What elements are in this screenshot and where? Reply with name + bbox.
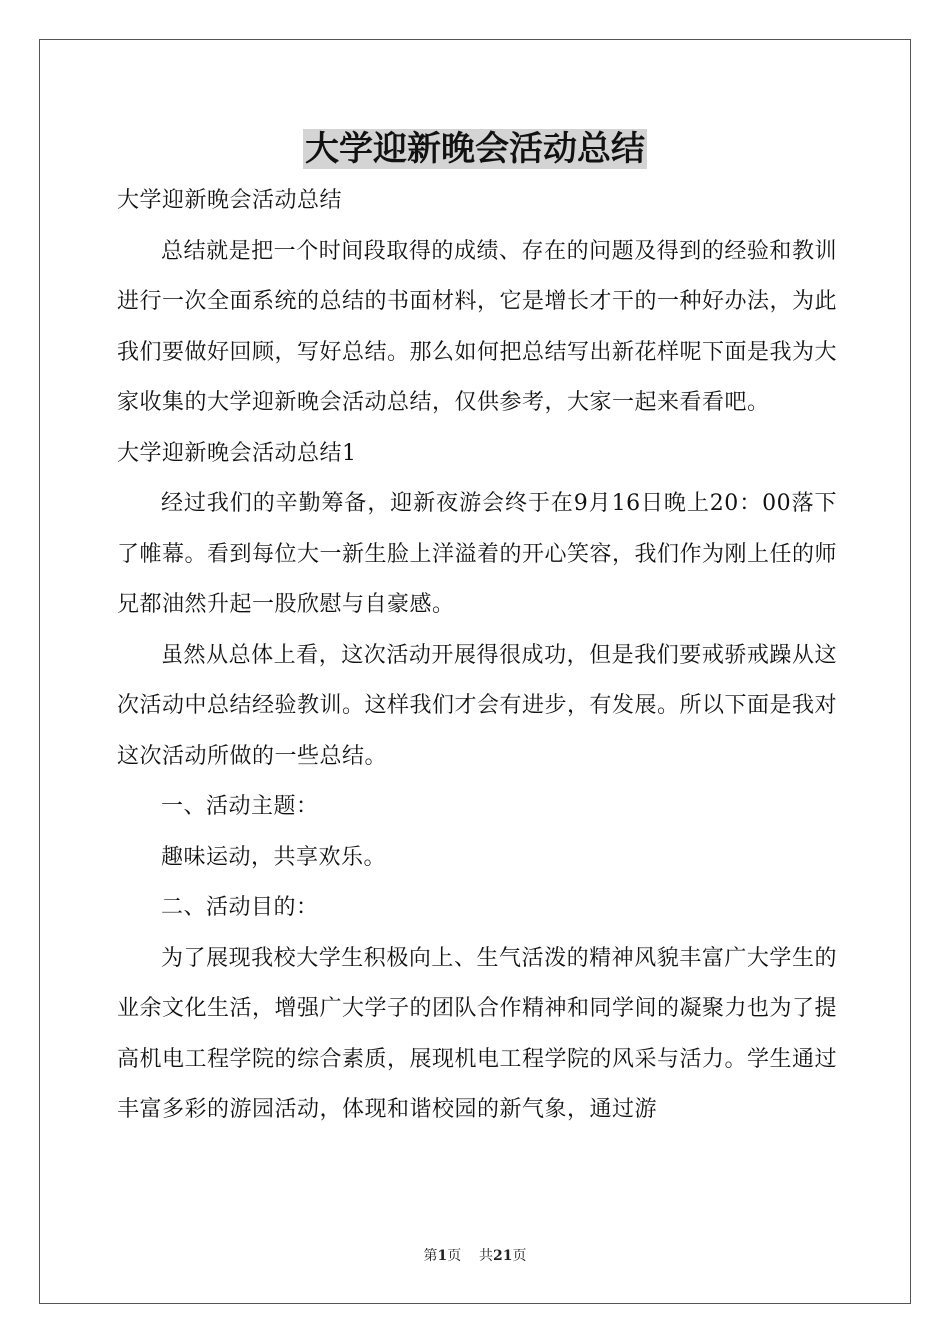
total-suffix: 页 [512, 1248, 527, 1264]
paragraph-3: 经过我们的辛勤筹备，迎新夜游会终于在9月16日晚上20：00落下了帷幕。看到每位大一新生脸上洋溢着的开心笑容，我们作为刚上任的师兄都油然升起一股欣慰与自豪感。 [117, 491, 838, 617]
page-prefix: 第 [423, 1248, 438, 1264]
page-number: 1 [437, 1248, 448, 1264]
page-suffix: 页 [447, 1248, 462, 1264]
paragraph-7: 二、活动目的： [161, 895, 319, 920]
page-footer [0, 1245, 950, 1265]
title-text: 大学迎新晚会活动总结 [305, 129, 645, 169]
paragraph-2: 大学迎新晚会活动总结1 [117, 440, 357, 466]
paragraph-6: 趣味运动，共享欢乐。 [161, 844, 387, 870]
paragraph-1: 总结就是把一个时间段取得的成绩、存在的问题及得到的经验和教训进行一次全面系统的总结的书面材料，它是增长才干的一种好办法，为此我们要做好回顾，写好总结。那么如何把总结写出新花样呢下面是我为大家收集的大学迎新晚会活动总结，仅供参考，大家一起来看看吧。 [117, 238, 838, 415]
paragraph-8: 为了展现我校大学生积极向上、生气活泼的精神风貌丰富广大学生的业余文化生活，增强广大学子的团队合作精神和同学间的凝聚力也为了提高机电工程学院的综合素质，展现机电工程学院的风采与活力。学生通过丰富多彩的游园活动，体现和谐校园的新气象，通过游 [117, 945, 838, 1122]
paragraph-4: 虽然从总体上看，这次活动开展得很成功，但是我们要戒骄戒躁从这次活动中总结经验教训。这样我们才会有进步，有发展。所以下面是我对这次活动所做的一些总结。 [117, 642, 838, 769]
document-body [117, 176, 837, 1136]
total-pages: 21 [493, 1248, 513, 1264]
total-prefix: 共 [479, 1248, 494, 1264]
paragraph-5: 一、活动主题： [161, 794, 319, 819]
document-title [0, 122, 950, 176]
paragraph-0: 大学迎新晚会活动总结 [117, 188, 343, 213]
